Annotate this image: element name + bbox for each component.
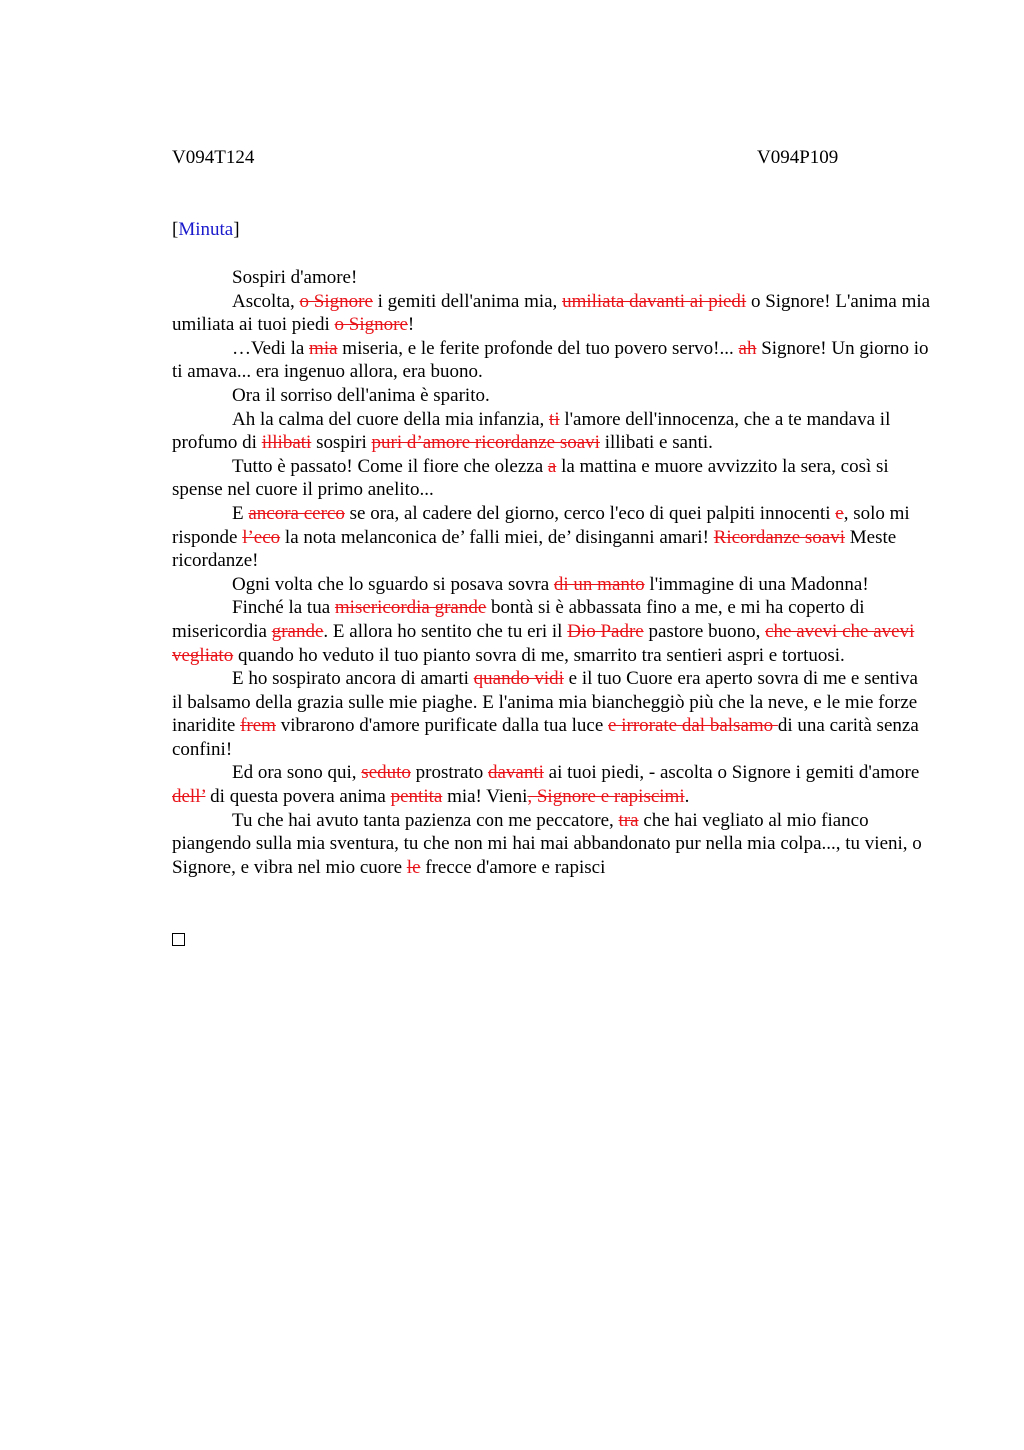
deleted-text: o Signore [299, 290, 373, 312]
deleted-text: l’eco [242, 526, 281, 548]
deleted-text: ti [549, 408, 560, 430]
text-segment: quando ho veduto il tuo pianto sovra di me, smarrito tra sentieri aspri e tortuosi. [233, 644, 845, 666]
deleted-text: che avevi che avevi vegliato [172, 620, 915, 666]
paragraph [172, 667, 932, 761]
deleted-text: seduto [361, 762, 411, 784]
deleted-text: frem [240, 715, 276, 737]
text-segment: . E allora ho sentito che tu eri il [323, 620, 568, 642]
paragraph [172, 502, 932, 573]
text-segment: e il tuo Cuore era aperto sovra di me e sentiva il balsamo della grazia sulle mie piaghe. E l'anima mia biancheggiò più che la neve, e le mie forze inaridite [172, 668, 918, 737]
minuta-label [172, 219, 240, 241]
deleted-text: , Signore e rapiscimi [527, 786, 685, 808]
text-segment: la mattina e muore avvizzito la sera, così si spense nel cuore il primo anelito... [172, 455, 889, 501]
deleted-text: grande [271, 620, 324, 642]
deleted-text: Ricordanze soavi [713, 526, 846, 548]
text-segment: i gemiti dell'anima mia, [372, 290, 563, 312]
deleted-text: illibati [261, 432, 312, 454]
text-segment: se ora, al cadere del giorno, cerco l'eco di quei palpiti innocenti [344, 502, 836, 524]
deleted-text: puri d’amore ricordanze soavi [371, 432, 600, 454]
minuta-link[interactable]: Minuta [178, 219, 234, 240]
text-segment: di una carità senza confini! [172, 715, 919, 760]
text-segment: illibati e santi. [599, 432, 713, 454]
text-segment: Ascolta, [232, 290, 300, 312]
text-segment: miseria, e le ferite profonde del tuo povero servo!... [337, 337, 739, 359]
deleted-text: ancora cerco [248, 502, 345, 524]
text-segment: prostrato [410, 762, 488, 784]
paragraph [172, 455, 932, 502]
deleted-text: e irrorate dal balsamo [608, 715, 778, 737]
deleted-text: tra [618, 809, 639, 831]
text-segment: Signore! Un giorno io ti amava... era ingenuo allora, era buono. [172, 337, 929, 383]
text-segment: E ho sospirato ancora di amarti [232, 668, 474, 690]
paragraph [172, 408, 932, 455]
deleted-text: o Signore [334, 314, 408, 336]
text-segment: bontà si è abbassata fino a me, e mi ha coperto di misericordia [172, 597, 865, 642]
deleted-text: misericordia grande [334, 597, 487, 619]
text-segment: Ah la calma del cuore della mia infanzia, [232, 408, 550, 430]
text-segment: che hai vegliato al mio fianco piangendo sulla mia sventura, tu che non mi hai mai abbandonato pur nella mia colpa..., tu vieni, o Signore, e vibra nel mio cuore [172, 809, 922, 878]
text-segment: Sospiri d'amore! [232, 267, 358, 288]
deleted-text: a [547, 455, 557, 477]
text-segment: l'amore dell'innocenza, che a te mandava il profumo di [172, 408, 891, 454]
minuta-open-bracket: [ [172, 219, 179, 240]
text-segment: ai tuoi piedi, - ascolta o Signore i gemiti d'amore [543, 762, 920, 784]
deleted-text: di un manto [553, 573, 645, 595]
text-segment: l'immagine di una Madonna! [644, 573, 869, 595]
text-segment: Finché la tua [232, 597, 335, 619]
deleted-text: mia [309, 337, 338, 359]
document-body [172, 266, 932, 879]
deleted-text: ah [738, 337, 757, 359]
paragraph [172, 573, 932, 597]
text-segment: Ora il sorriso dell'anima è sparito. [232, 384, 490, 406]
header-left-code: V094T124 [172, 147, 255, 168]
text-segment: mia! Vieni [442, 786, 528, 808]
deleted-text: dell’ [172, 786, 206, 808]
header-right-code: V094P109 [757, 147, 839, 168]
paragraph [172, 596, 932, 667]
text-segment: …Vedi la [232, 337, 310, 359]
text-segment: E [232, 502, 249, 524]
text-segment: di questa povera anima [205, 786, 391, 808]
deleted-text: pentita [390, 786, 443, 808]
deleted-text: umiliata davanti ai piedi [562, 290, 747, 312]
deleted-text: davanti [487, 762, 544, 784]
end-marker-box [172, 933, 185, 946]
paragraph [172, 384, 932, 408]
text-segment: Ogni volta che lo sguardo si posava sovra [232, 573, 554, 595]
deleted-text: le [406, 856, 421, 878]
minuta-close-bracket: ] [233, 219, 240, 240]
text-segment: frecce d'amore e rapisci [420, 856, 606, 878]
paragraph [172, 266, 932, 290]
text-segment: o Signore! L'anima mia umiliata ai tuoi piedi [172, 290, 931, 336]
deleted-text: quando vidi [473, 668, 564, 690]
text-segment: Ed ora sono qui, [232, 762, 362, 784]
paragraph [172, 337, 932, 384]
deleted-text: Dio Padre [567, 620, 644, 642]
text-segment: Meste ricordanze! [172, 526, 897, 572]
text-segment: pastore buono, [643, 620, 766, 642]
text-segment: sospiri [311, 432, 372, 454]
text-segment: Tutto è passato! Come il fiore che olezza [232, 455, 548, 477]
paragraph [172, 809, 932, 880]
text-segment: vibrarono d'amore purificate dalla tua luce [275, 715, 609, 737]
text-segment: ! [407, 314, 415, 336]
text-segment: . [684, 786, 690, 808]
paragraph [172, 290, 932, 337]
text-segment: , solo mi risponde [172, 502, 910, 548]
paragraph [172, 761, 932, 808]
text-segment: la nota melanconica de’ falli miei, de’ disinganni amari! [280, 526, 714, 548]
text-segment: Tu che hai avuto tanta pazienza con me peccatore, [232, 809, 619, 831]
deleted-text: e [835, 502, 844, 524]
